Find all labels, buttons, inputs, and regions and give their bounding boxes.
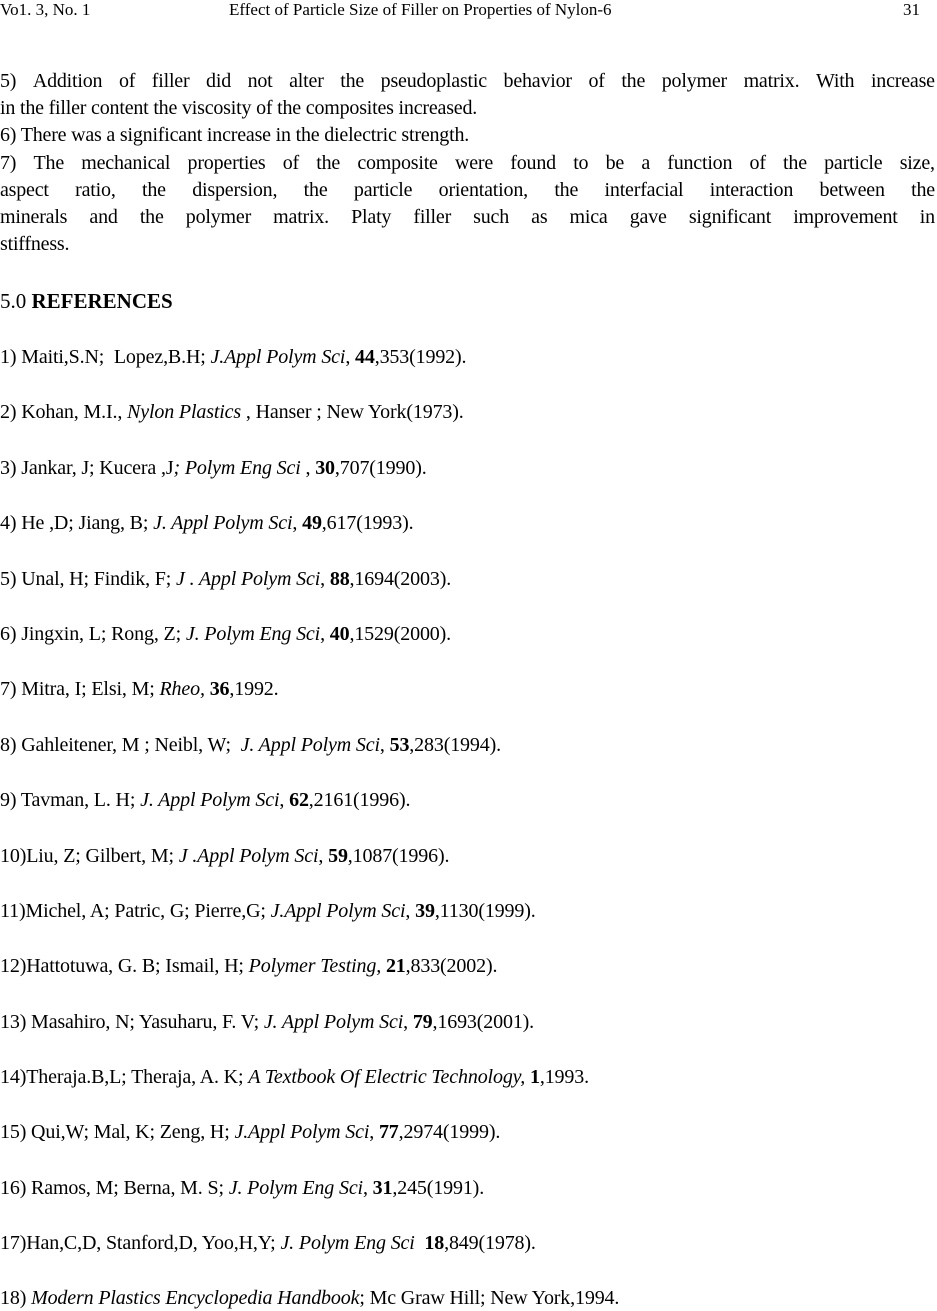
reference-authors: 16) Ramos, M; Berna, M. S; bbox=[0, 1177, 229, 1199]
reference-separator: , bbox=[345, 346, 356, 368]
reference-authors: 5) Unal, H; Findik, F; bbox=[0, 568, 177, 590]
reference-authors: 10)Liu, Z; Gilbert, M; bbox=[0, 845, 179, 867]
conclusion-7-line-3: minerals and the polymer matrix. Platy filler such as mica gave significant improvement in bbox=[0, 206, 935, 228]
reference-pages-year: ,245(1991). bbox=[392, 1177, 485, 1199]
reference-item bbox=[0, 1009, 534, 1035]
section-title: REFERENCES bbox=[31, 289, 173, 313]
reference-pages-year: ,1993. bbox=[539, 1066, 589, 1088]
reference-volume: 79 bbox=[412, 1011, 433, 1033]
reference-separator: , bbox=[369, 1121, 379, 1143]
reference-pages-year: ,2161(1996). bbox=[308, 789, 411, 811]
reference-separator bbox=[415, 1232, 425, 1254]
reference-source: ; Polym Eng Sci bbox=[173, 457, 301, 479]
reference-separator: , bbox=[320, 623, 330, 645]
conclusion-item-5 bbox=[0, 68, 935, 122]
reference-separator: , bbox=[403, 1011, 413, 1033]
reference-authors: 9) Tavman, L. H; bbox=[0, 789, 141, 811]
conclusion-6-text: 6) There was a significant increase in the dielectric strength. bbox=[0, 124, 470, 146]
reference-volume: 44 bbox=[355, 346, 375, 368]
reference-item bbox=[0, 1285, 619, 1311]
journal-volume-issue: Vo1. 3, No. 1 bbox=[0, 0, 91, 19]
reference-authors: 6) Jingxin, L; Rong, Z; bbox=[0, 623, 186, 645]
reference-pages-year: ,2974(1999). bbox=[398, 1121, 501, 1143]
reference-item bbox=[0, 399, 464, 425]
reference-item bbox=[0, 732, 501, 758]
reference-source: J. Polym Eng Sci bbox=[228, 1177, 363, 1199]
reference-source: J.Appl Polym Sci bbox=[270, 900, 406, 922]
reference-item bbox=[0, 1230, 536, 1256]
reference-pages-year: ,1992. bbox=[229, 678, 279, 700]
reference-item bbox=[0, 455, 427, 481]
reference-volume: 21 bbox=[385, 955, 406, 977]
reference-authors: 17)Han,C,D, Stanford,D, Yoo,H,Y; bbox=[0, 1232, 281, 1254]
reference-volume: 30 bbox=[315, 457, 335, 479]
reference-volume: 39 bbox=[415, 900, 435, 922]
reference-source: J.Appl Polym Sci bbox=[210, 346, 346, 368]
reference-source: Polymer Testing, bbox=[248, 955, 382, 977]
reference-pages-year: ,1087(1996). bbox=[347, 845, 450, 867]
reference-authors: 3) Jankar, J; Kucera ,J bbox=[0, 457, 174, 479]
conclusion-item-6 bbox=[0, 122, 935, 149]
references-heading bbox=[0, 288, 173, 315]
reference-authors: 1) Maiti,S.N; Lopez,B.H; bbox=[0, 346, 211, 368]
reference-source: J. Appl Polym Sci bbox=[263, 1011, 404, 1033]
reference-source: Nylon Plastics bbox=[127, 401, 242, 423]
conclusion-7-line-4: stiffness. bbox=[0, 233, 70, 255]
reference-authors: 15) Qui,W; Mal, K; Zeng, H; bbox=[0, 1121, 235, 1143]
reference-volume: 1 bbox=[530, 1066, 540, 1088]
conclusion-item-7 bbox=[0, 150, 935, 258]
reference-pages-year: ,617(1993). bbox=[321, 512, 414, 534]
conclusion-5-line-2: in the filler content the viscosity of the composites increased. bbox=[0, 97, 478, 119]
reference-separator: , bbox=[300, 457, 316, 479]
reference-item bbox=[0, 676, 279, 702]
reference-separator: , Hanser ; New York(1973). bbox=[241, 401, 464, 423]
reference-item bbox=[0, 953, 497, 979]
reference-item bbox=[0, 1119, 500, 1145]
reference-authors: 7) Mitra, I; Elsi, M; bbox=[0, 678, 160, 700]
reference-item bbox=[0, 787, 410, 813]
reference-pages-year: ,1130(1999). bbox=[434, 900, 536, 922]
reference-source: J. Polym Eng Sci bbox=[185, 623, 321, 645]
reference-item bbox=[0, 1064, 589, 1090]
reference-separator: , bbox=[362, 1177, 373, 1199]
reference-authors: 12)Hattotuwa, G. B; Ismail, H; bbox=[0, 955, 249, 977]
reference-pages-year: ,833(2002). bbox=[405, 955, 498, 977]
reference-authors: 11)Michel, A; Patric, G; Pierre,G; bbox=[0, 900, 271, 922]
conclusion-5-line-1: 5) Addition of filler did not alter the pseudoplastic behavior of the polymer matrix. With increase bbox=[0, 70, 935, 92]
reference-item bbox=[0, 510, 413, 536]
reference-separator: , bbox=[279, 789, 290, 811]
reference-authors: 13) Masahiro, N; Yasuharu, F. V; bbox=[0, 1011, 264, 1033]
reference-item bbox=[0, 843, 449, 869]
reference-source: Modern Plastics Encyclopedia Handbook bbox=[31, 1287, 360, 1309]
page-number: 31 bbox=[903, 0, 920, 19]
reference-item bbox=[0, 566, 451, 592]
running-header bbox=[0, 0, 937, 24]
reference-separator: , bbox=[320, 568, 330, 590]
reference-authors: 2) Kohan, M.I., bbox=[0, 401, 128, 423]
reference-source: J.Appl Polym Sci bbox=[234, 1121, 370, 1143]
reference-pages-year: ,353(1992). bbox=[374, 346, 467, 368]
reference-volume: 88 bbox=[329, 568, 350, 590]
reference-source: J. Appl Polym Sci bbox=[153, 512, 293, 534]
reference-pages-year: ,707(1990). bbox=[334, 457, 427, 479]
reference-volume: 40 bbox=[329, 623, 350, 645]
reference-volume: 59 bbox=[328, 845, 348, 867]
reference-pages-year: ,849(1978). bbox=[444, 1232, 536, 1254]
reference-pages-year: ,1693(2001). bbox=[432, 1011, 535, 1033]
reference-volume: 31 bbox=[372, 1177, 393, 1199]
reference-separator: ; Mc Graw Hill; New York,1994. bbox=[359, 1287, 620, 1309]
reference-volume: 53 bbox=[389, 734, 410, 756]
reference-item bbox=[0, 621, 451, 647]
reference-source: Rheo, bbox=[159, 678, 205, 700]
reference-pages-year: ,283(1994). bbox=[409, 734, 501, 756]
reference-separator: , bbox=[292, 512, 303, 534]
section-number: 5.0 bbox=[0, 289, 32, 313]
reference-volume: 77 bbox=[378, 1121, 399, 1143]
running-title: Effect of Particle Size of Filler on Properties of Nylon-6 bbox=[229, 0, 612, 19]
reference-authors: 14)Theraja.B,L; Theraja, A. K; bbox=[0, 1066, 249, 1088]
reference-source: J . Appl Polym Sci bbox=[176, 568, 321, 590]
conclusion-7-line-1: 7) The mechanical properties of the composite were found to be a function of the particle size, bbox=[0, 152, 935, 174]
reference-pages-year: ,1694(2003). bbox=[349, 568, 452, 590]
reference-authors: 8) Gahleitener, M ; Neibl, W; bbox=[0, 734, 241, 756]
reference-volume: 18 bbox=[424, 1232, 445, 1254]
reference-separator: , bbox=[318, 845, 329, 867]
reference-source: J. Appl Polym Sci bbox=[240, 734, 380, 756]
reference-volume: 36 bbox=[209, 678, 230, 700]
reference-item bbox=[0, 1175, 484, 1201]
conclusion-7-line-2: aspect ratio, the dispersion, the particle orientation, the interfacial interaction between the bbox=[0, 179, 935, 201]
reference-source: J .Appl Polym Sci bbox=[178, 845, 319, 867]
reference-authors: 18) bbox=[0, 1287, 32, 1309]
reference-pages-year: ,1529(2000). bbox=[349, 623, 452, 645]
reference-separator: , bbox=[379, 734, 390, 756]
reference-authors: 4) He ,D; Jiang, B; bbox=[0, 512, 154, 534]
reference-source: J. Appl Polym Sci bbox=[140, 789, 280, 811]
reference-volume: 49 bbox=[302, 512, 322, 534]
reference-volume: 62 bbox=[289, 789, 309, 811]
reference-item bbox=[0, 344, 466, 370]
reference-separator: , bbox=[405, 900, 416, 922]
reference-source: A Textbook Of Electric Technology, bbox=[248, 1066, 526, 1088]
reference-item bbox=[0, 898, 536, 924]
reference-source: J. Polym Eng Sci bbox=[280, 1232, 415, 1254]
